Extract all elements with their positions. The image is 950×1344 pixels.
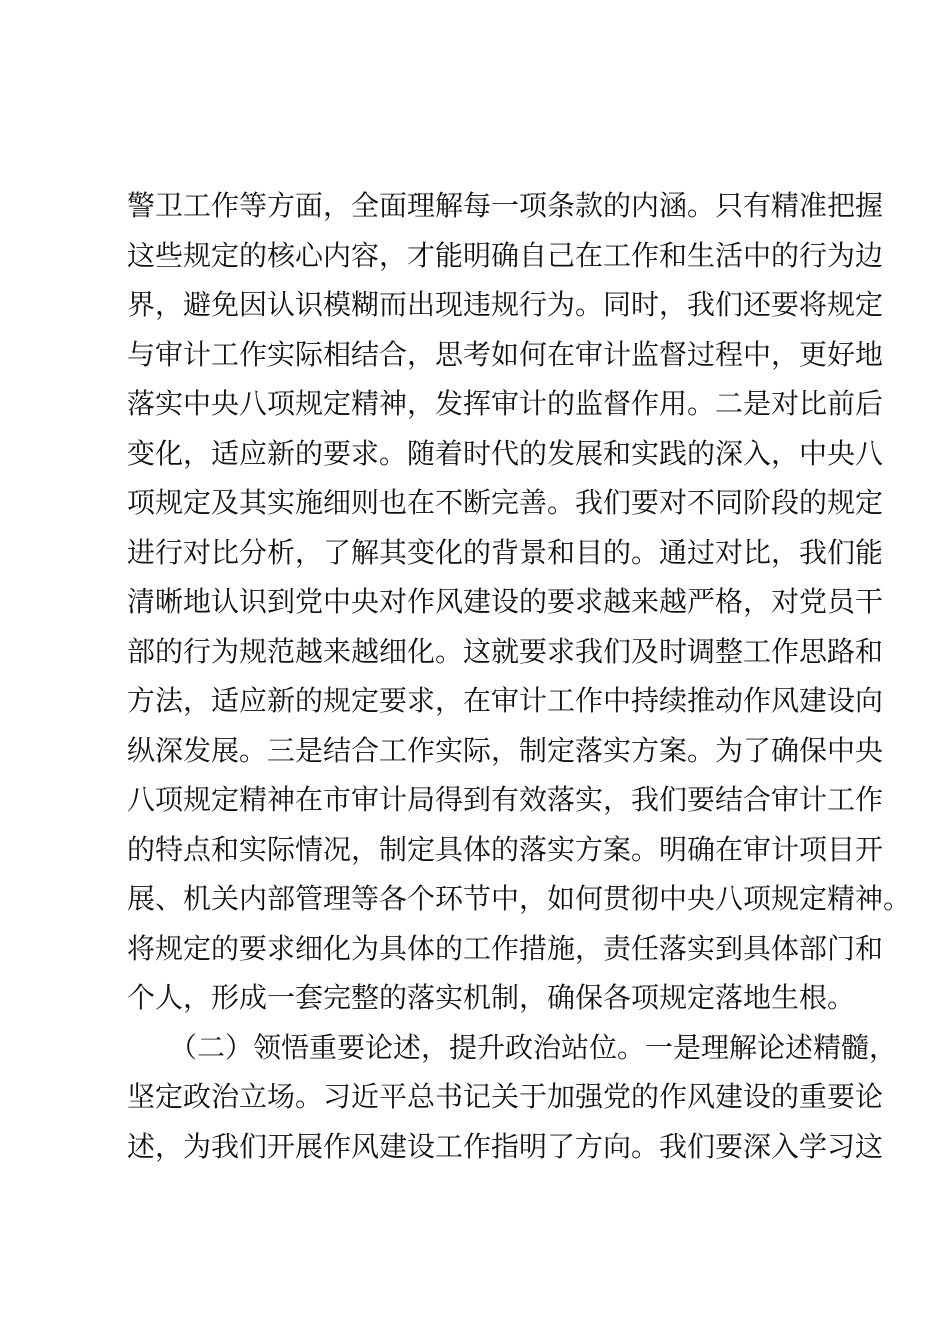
text-line: 进行对比分析，了解其变化的背景和目的。通过对比，我们能 — [127, 535, 884, 569]
text-line: 这些规定的核心内容，才能明确自己在工作和生活中的行为边 — [127, 238, 884, 272]
text-line: 纵深发展。三是结合工作实际，制定落实方案。为了确保中央 — [127, 733, 884, 767]
text-line: 变化，适应新的要求。随着时代的发展和实践的深入，中央八 — [127, 436, 884, 470]
text-line: 与审计工作实际相结合，思考如何在审计监督过程中，更好地 — [127, 337, 884, 371]
text-line: 坚定政治立场。习近平总书记关于加强党的作风建设的重要论 — [127, 1080, 884, 1113]
body-text — [127, 181, 912, 1171]
text-line: 项规定及其实施细则也在不断完善。我们要对不同阶段的规定 — [127, 486, 884, 519]
text-line: 部的行为规范越来越细化。这就要求我们及时调整工作思路和 — [127, 634, 884, 668]
text-line: 的特点和实际情况，制定具体的落实方案。明确在审计项目开 — [127, 832, 884, 866]
text-line: 方法，适应新的规定要求，在审计工作中持续推动作风建设向 — [127, 684, 884, 717]
text-line: 落实中央八项规定精神，发挥审计的监督作用。二是对比前后 — [127, 387, 884, 420]
text-line: 界，避免因认识模糊而出现违规行为。同时，我们还要将规定 — [127, 288, 884, 321]
text-line: 个人，形成一套完整的落实机制，确保各项规定落地生根。 — [127, 981, 856, 1014]
text-line: 八项规定精神在市审计局得到有效落实，我们要结合审计工作 — [127, 783, 884, 816]
text-line: 警卫工作等方面，全面理解每一项条款的内涵。只有精准把握 — [127, 189, 884, 222]
text-line: 展、机关内部管理等各个环节中，如何贯彻中央八项规定精神。 — [127, 882, 912, 915]
text-line: 述，为我们开展作风建设工作指明了方向。我们要深入学习这 — [127, 1129, 884, 1163]
text-line: 清晰地认识到党中央对作风建设的要求越来越严格，对党员干 — [127, 585, 884, 618]
text-line: （二）领悟重要论述，提升政治站位。一是理解论述精髓， — [127, 1030, 898, 1064]
text-line: 将规定的要求细化为具体的工作措施，责任落实到具体部门和 — [127, 931, 884, 965]
